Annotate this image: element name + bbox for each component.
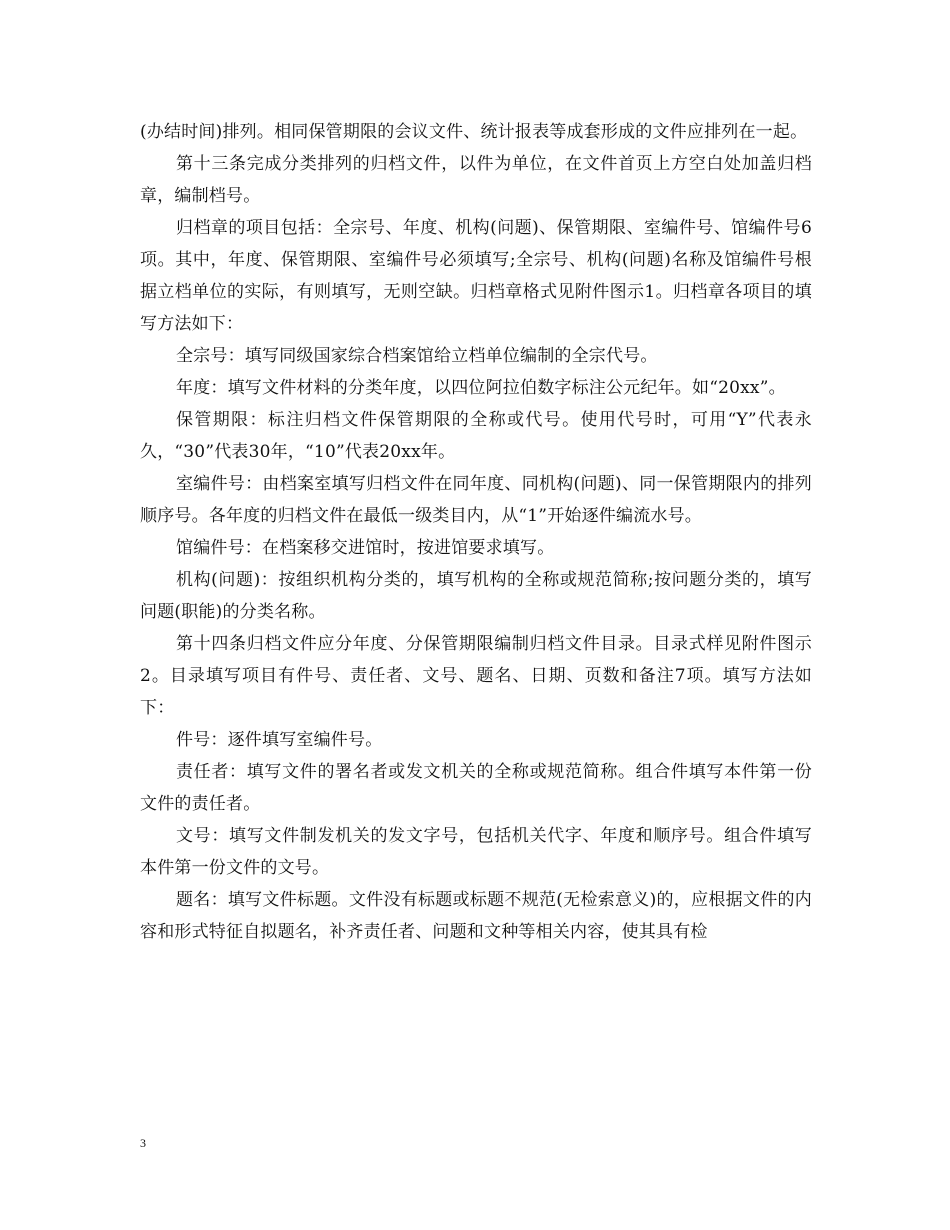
paragraph-document-number: 文号：填写文件制发机关的发文字号，包括机关代字、年度和顺序号。组合件填写本件第一份文件的文号。 bbox=[140, 826, 812, 878]
paragraph-retention-period: 保管期限：标注归档文件保管期限的全称或代号。使用代号时，可用“Y”代表永久，“30”代表30年，“10”代表20xx年。 bbox=[140, 410, 812, 462]
paragraph-year: 年度：填写文件材料的分类年度，以四位阿拉伯数字标注公元纪年。如“20xx”。 bbox=[176, 378, 786, 398]
paragraph-item-number: 件号：逐件填写室编件号。 bbox=[176, 730, 383, 750]
paragraph-article-14: 第十四条归档文件应分年度、分保管期限编制归档文件目录。目录式样见附件图示2。目录填写项目有件号、责任者、文号、题名、日期、页数和备注7项。填写方法如下： bbox=[140, 634, 812, 718]
paragraph-continuation: (办结时间)排列。相同保管期限的会议文件、统计报表等成套形成的文件应排列在一起。 bbox=[140, 122, 808, 142]
paragraph-responsible-party: 责任者：填写文件的署名者或发文机关的全称或规范简称。组合件填写本件第一份文件的责任者。 bbox=[140, 762, 812, 814]
paragraph-title: 题名：填写文件标题。文件没有标题或标题不规范(无检索意义)的，应根据文件的内容和形式特征自拟题名，补齐责任者、问题和文种等相关内容，使其具有检 bbox=[140, 890, 812, 942]
paragraph-archive-stamp-items: 归档章的项目包括：全宗号、年度、机构(问题)、保管期限、室编件号、馆编件号6项。其中，年度、保管期限、室编件号必须填写;全宗号、机构(问题)名称及馆编件号根据立档单位的实际，有则填写，无则空缺。归档章格式见附件图示1。归档章各项目的填写方法如下： bbox=[140, 218, 812, 334]
paragraph-archive-item-number: 馆编件号：在档案移交进馆时，按进馆要求填写。 bbox=[176, 538, 555, 558]
paragraph-article-13: 第十三条完成分类排列的归档文件，以件为单位，在文件首页上方空白处加盖归档章，编制档号。 bbox=[140, 154, 812, 206]
paragraph-office-item-number: 室编件号：由档案室填写归档文件在同年度、同机构(问题)、同一保管期限内的排列顺序号。各年度的归档文件在最低一级类目内，从“1”开始逐件编流水号。 bbox=[140, 474, 812, 526]
page-number: 3 bbox=[140, 1136, 146, 1150]
paragraph-organization: 机构(问题)：按组织机构分类的，填写机构的全称或规范简称;按问题分类的，填写问题(职能)的分类名称。 bbox=[140, 570, 812, 622]
paragraph-fonds-number: 全宗号：填写同级国家综合档案馆给立档单位编制的全宗代号。 bbox=[176, 346, 658, 366]
body-text bbox=[140, 116, 812, 948]
